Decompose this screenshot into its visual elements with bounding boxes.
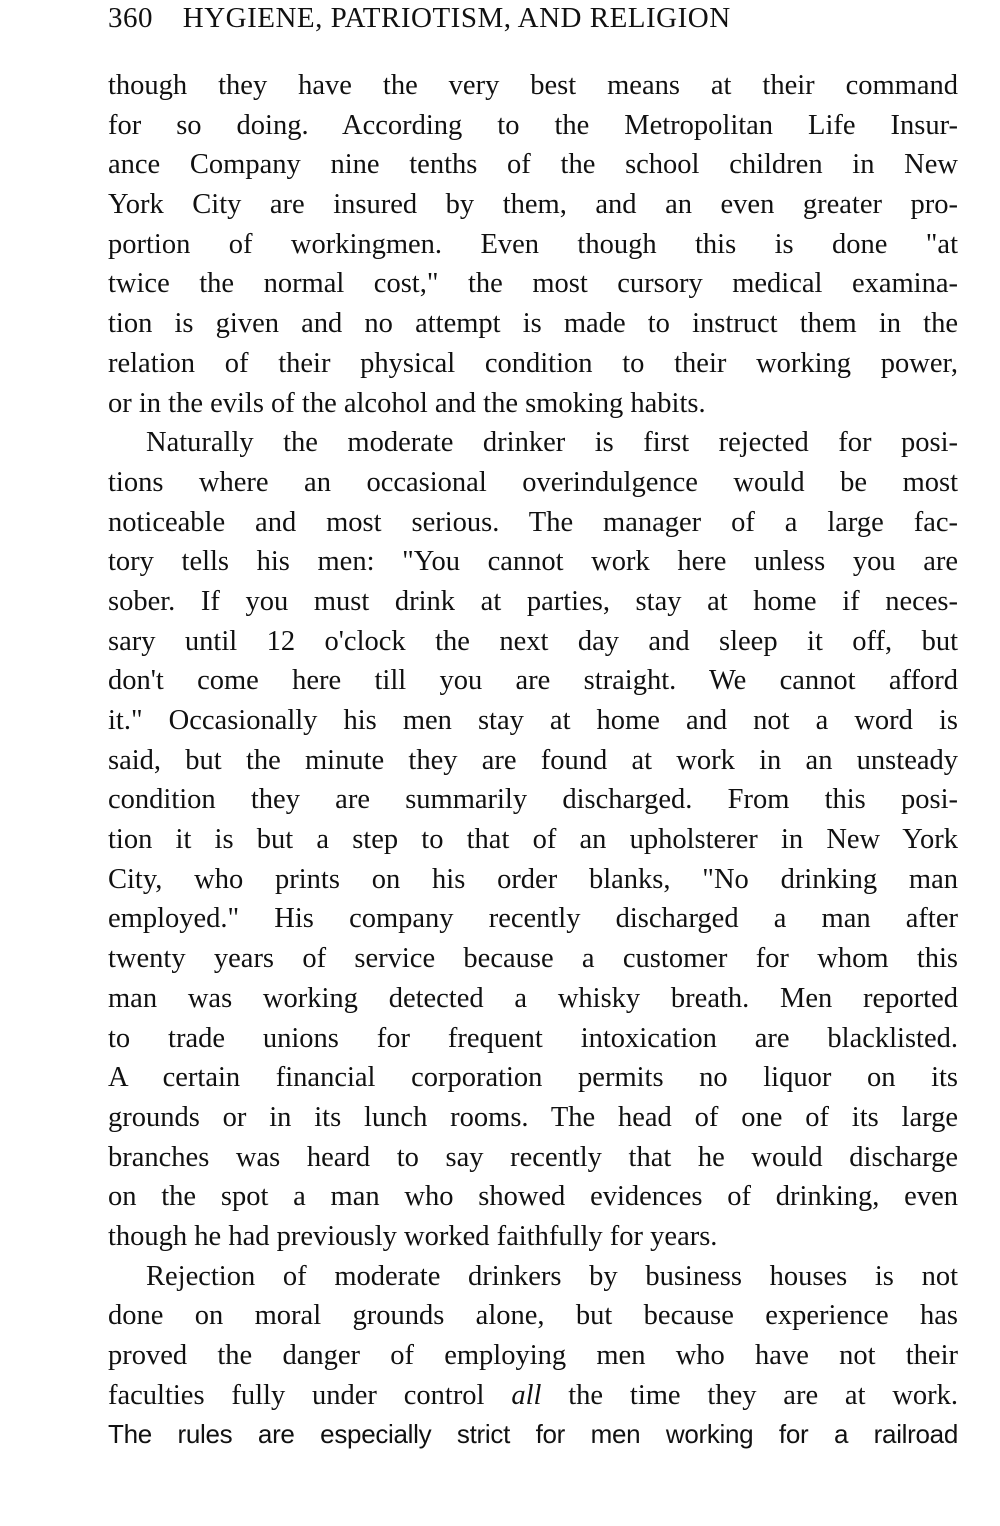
- paragraph-3: [108, 1257, 958, 1455]
- text-line: on the spot a man who showed evidences of drinking, even: [108, 1181, 958, 1213]
- text-segment: faculties fully under control: [108, 1379, 485, 1411]
- text-segment: the time they are at work.: [568, 1379, 959, 1411]
- text-line: branches was heard to say recently that he would discharge: [108, 1141, 958, 1173]
- page-number: 360: [108, 2, 153, 34]
- text-line: ance Company nine tenths of the school children in New: [108, 149, 958, 181]
- text-line: relation of their physical condition to their working power,: [108, 347, 958, 379]
- text-line: to trade unions for frequent intoxication are blacklisted.: [108, 1022, 958, 1054]
- text-line: condition they are summarily discharged. From this posi-: [108, 784, 958, 816]
- text-line: noticeable and most serious. The manager of a large fac-: [108, 506, 958, 538]
- text-line: though they have the very best means at their command: [108, 70, 958, 101]
- text-line: York City are insured by them, and an even greater pro-: [108, 189, 958, 221]
- text-line: Naturally the moderate drinker is first rejected for posi-: [146, 427, 958, 459]
- text-line-with-italic: [108, 1376, 958, 1416]
- text-line: done on moral grounds alone, but because experience has: [108, 1300, 958, 1332]
- body-text: [108, 66, 958, 1455]
- text-line: sober. If you must drink at parties, stay at home if neces-: [108, 585, 958, 617]
- text-line: tion is given and no attempt is made to instruct them in the: [108, 308, 958, 340]
- text-line: it." Occasionally his men stay at home and not a word is: [108, 705, 958, 736]
- running-title: HYGIENE, PATRIOTISM, AND RELIGION: [182, 2, 731, 34]
- text-line: don't come here till you are straight. We cannot afford: [108, 665, 958, 697]
- text-line: twice the normal cost," the most cursory medical examina-: [108, 268, 958, 300]
- text-line: said, but the minute they are found at work in an unsteady: [108, 744, 958, 776]
- text-line: proved the danger of employing men who have not their: [108, 1340, 958, 1371]
- text-line: City, who prints on his order blanks, "No drinking man: [108, 863, 958, 895]
- text-line: though he had previously worked faithfully for years.: [108, 1220, 718, 1252]
- text-line: portion of workingmen. Even though this is done "at: [108, 228, 958, 260]
- text-line: for so doing. According to the Metropolitan Life Insur-: [108, 109, 958, 141]
- italic-word: all: [511, 1379, 542, 1411]
- text-line: The rules are especially strict for men working for a railroad: [108, 1419, 958, 1450]
- text-line: tory tells his men: "You cannot work here unless you are: [108, 546, 958, 578]
- text-line: employed." His company recently discharged a man after: [108, 903, 958, 935]
- paragraph-1: [108, 66, 958, 423]
- text-line: Rejection of moderate drinkers by business houses is not: [146, 1260, 958, 1292]
- text-line: grounds or in its lunch rooms. The head of one of its large: [108, 1101, 958, 1133]
- text-line: tion it is but a step to that of an upholsterer in New York: [108, 824, 958, 856]
- text-line: or in the evils of the alcohol and the smoking habits.: [108, 387, 706, 419]
- text-line: twenty years of service because a customer for whom this: [108, 943, 958, 975]
- text-line: sary until 12 o'clock the next day and sleep it off, but: [108, 625, 958, 657]
- paragraph-2: [108, 423, 958, 1256]
- text-line: man was working detected a whisky breath. Men reported: [108, 982, 958, 1014]
- running-header: [108, 2, 731, 35]
- text-line: A certain financial corporation permits no liquor on its: [108, 1062, 958, 1094]
- text-line: tions where an occasional overindulgence would be most: [108, 466, 958, 498]
